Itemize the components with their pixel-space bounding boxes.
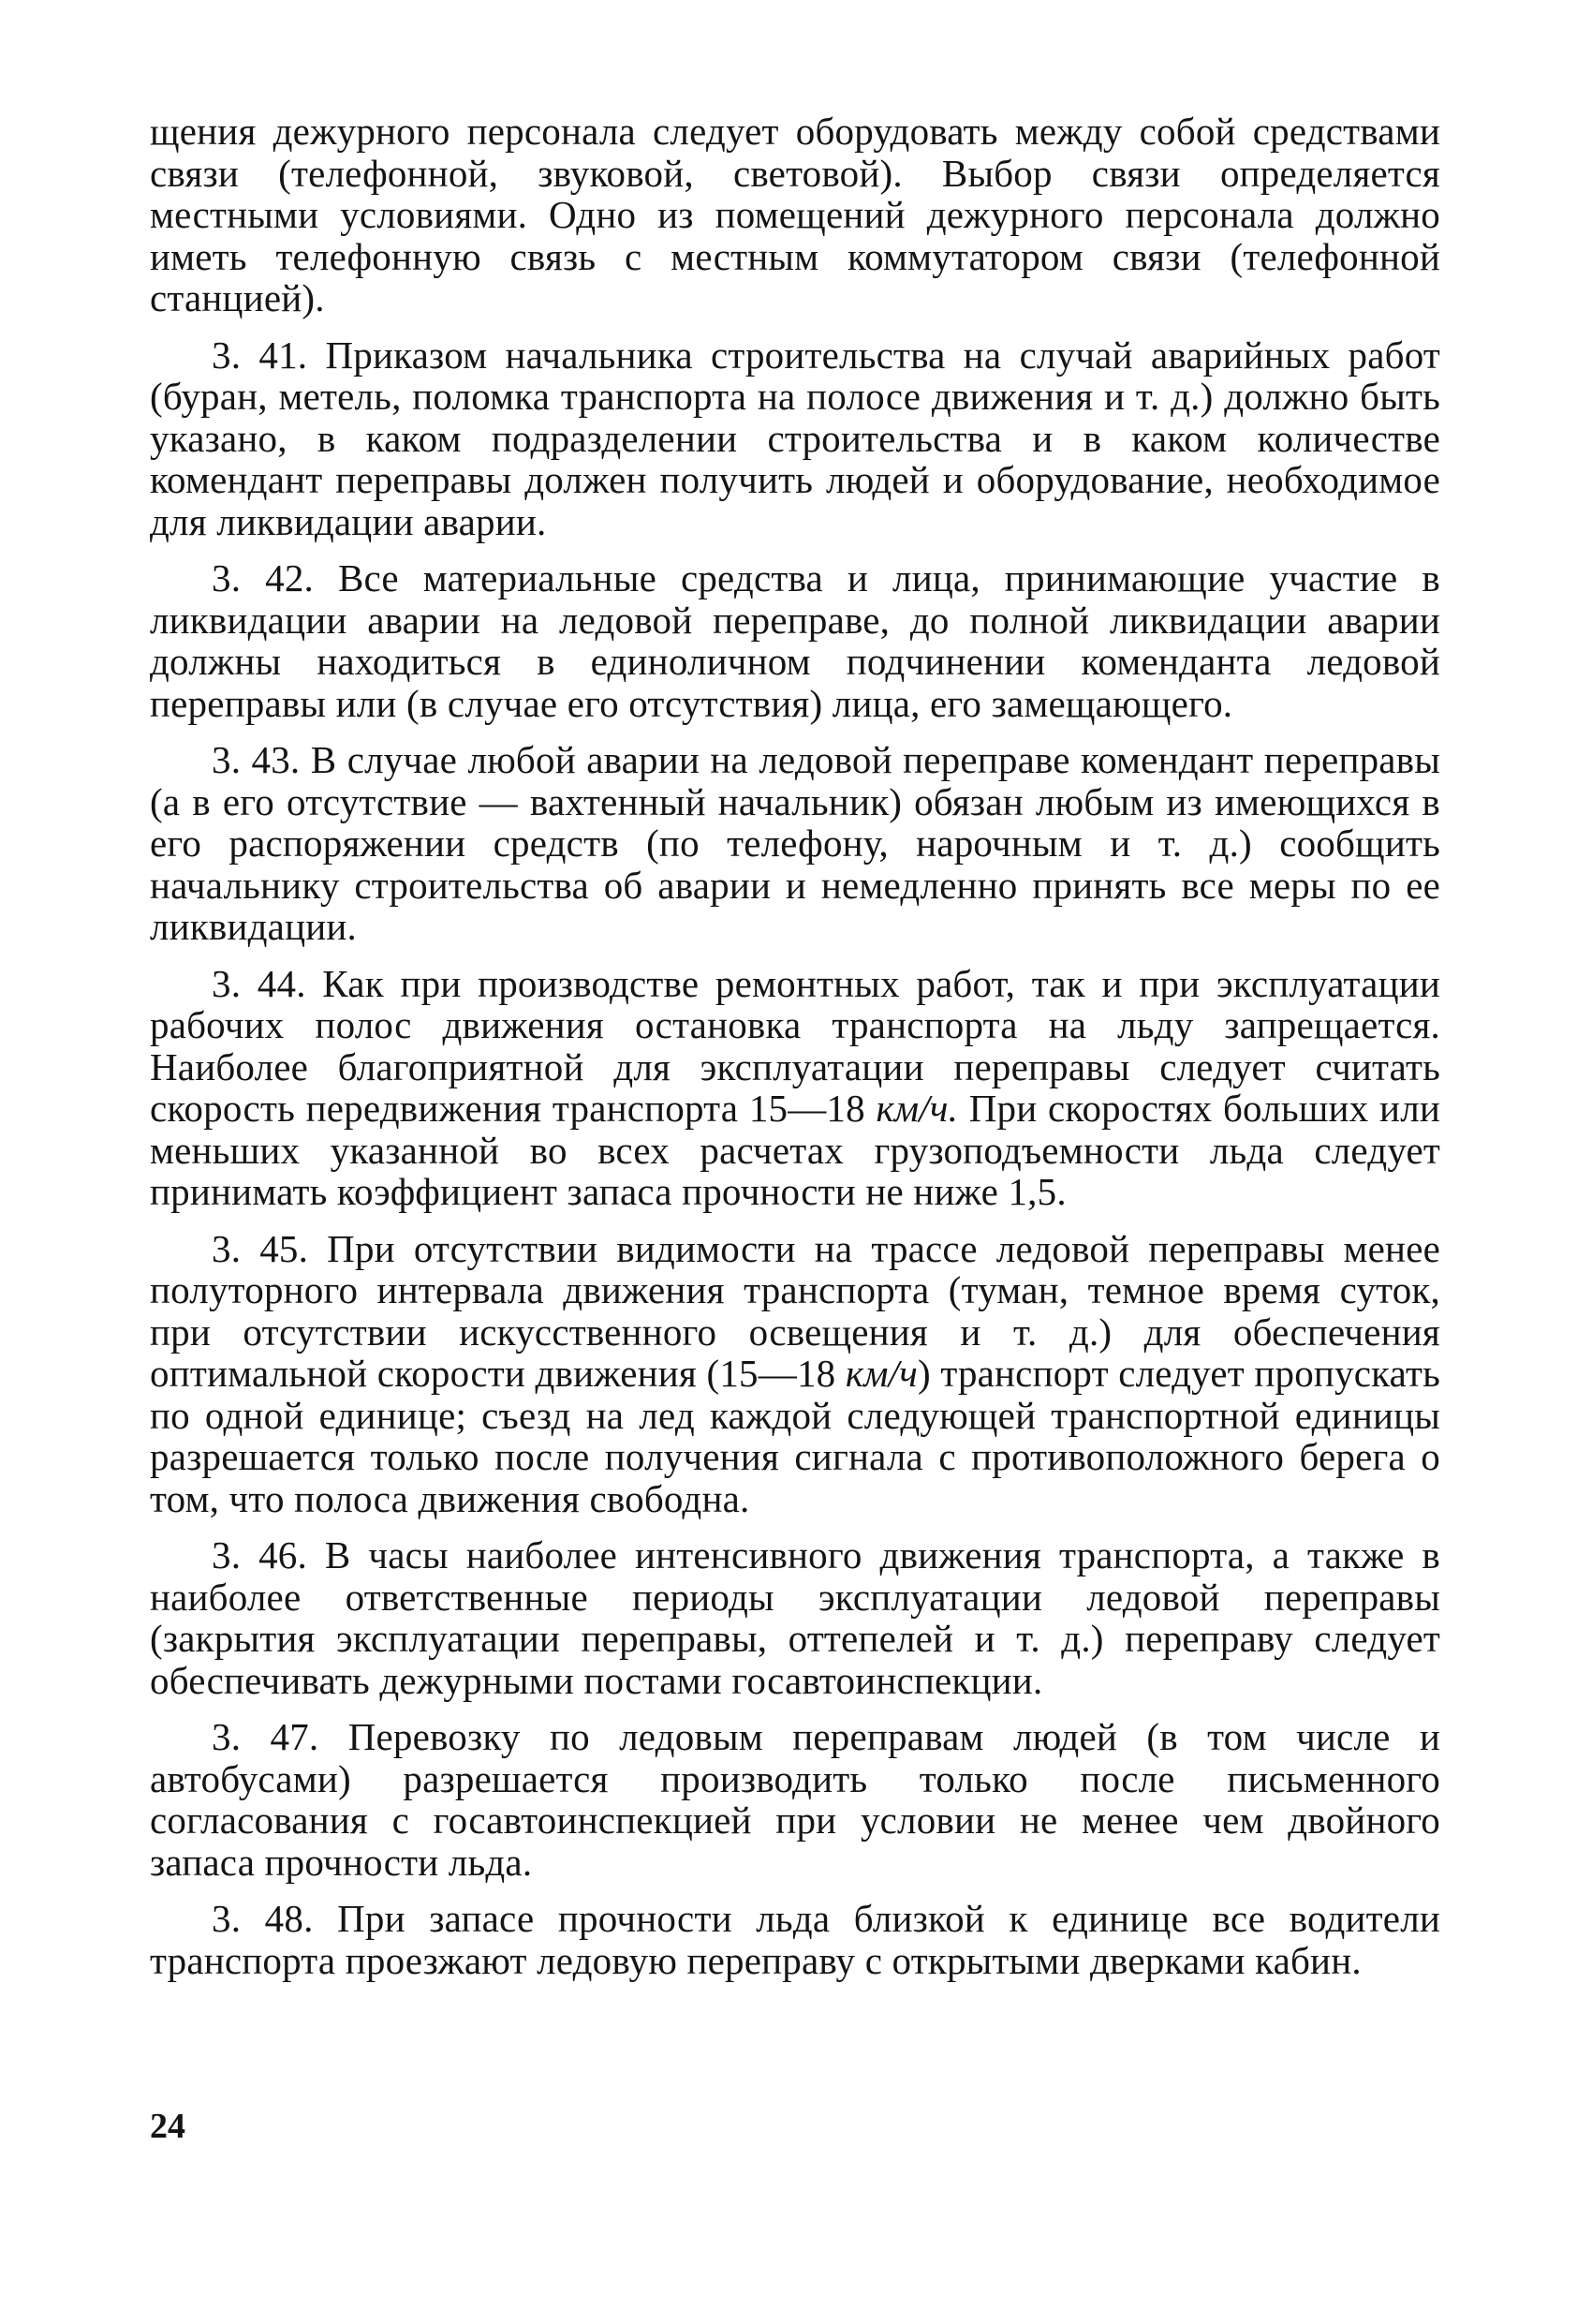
paragraph-3-48: 3. 48. При запасе прочности льда близкой к единице все водители транспорта проезжают ледовую переправу с открытыми дверками кабин.	[150, 1897, 1440, 1982]
paragraph-3-45-text-after: ) транспорт следует пропускать по одной единице; съезд на лед каждой следующей транспортной единицы разрешается только после получения сигнала с противоположного берега о том, что полоса движения свободна.	[150, 1352, 1441, 1520]
page-body	[150, 111, 1440, 1996]
paragraph-continuation: щения дежурного персонала следует оборудовать между собой средствами связи (телефонной, звуковой, световой). Выбор связи определяется местными условиями. Одно из помещений дежурного персонала должно иметь телефонную связь с местным коммутатором связи (телефонной станцией).	[150, 110, 1440, 319]
paragraph-3-45-text-before: 3. 45. При отсутствии видимости на трассе ледовой переправы менее полуторного интервала движения транспорта (туман, темное время суток, при отсутствии искусственного освещения и т. д.) для обеспечения оптимальной скорости движения (15—18	[150, 1226, 1440, 1395]
paragraph-3-46: 3. 46. В часы наиболее интенсивного движения транспорта, а также в наиболее ответственные периоды эксплуатации ледовой переправы (закрытия эксплуатации переправы, оттепелей и т. д.) переправу следует обеспечивать дежурными постами госавтоинспекции.	[150, 1533, 1440, 1702]
page-number: 24	[150, 2107, 185, 2146]
paragraph-3-44-text-before: 3. 44. Как при производстве ремонтных работ, так и при эксплуатации рабочих полос движения остановка транспорта на льду запрещается. Наиболее благоприятной для эксплуатации переправы следует считать скорость передвижения транспорта 15—18	[150, 961, 1440, 1130]
paragraph-3-44	[150, 963, 1440, 1213]
paragraph-3-47: 3. 47. Перевозку по ледовым переправам людей (в том числе и автобусами) разрешается производить только после письменного согласования с госавтоинспекцией при условии не менее чем двойного запаса прочности льда.	[150, 1715, 1440, 1884]
paragraph-3-44-text-after: При скоростях больших или меньших указанной во всех расчетах грузоподъемности льда следует принимать коэффициент запаса прочности не ниже 1,5.	[150, 1087, 1440, 1213]
paragraph-3-43: 3. 43. В случае любой аварии на ледовой переправе комендант переправы (а в его отсутствие — вахтенный начальник) обязан любым из имеющихся в его распоряжении средств (по телефону, нарочным и т. д.) сообщить начальнику строительства об аварии и немедленно принять все меры по ее ликвидации.	[150, 738, 1440, 948]
paragraph-3-42: 3. 42. Все материальные средства и лица, принимающие участие в ликвидации аварии на ледовой переправе, до полной ликвидации аварии должны находиться в единоличном подчинении коменданта ледовой переправы или (в случае его отсутствия) лица, его замещающего.	[150, 556, 1440, 725]
paragraph-3-45	[150, 1228, 1440, 1520]
speed-unit: км/ч	[845, 1352, 918, 1395]
paragraph-3-41: 3. 41. Приказом начальника строительства на случай аварийных работ (буран, метель, поломка транспорта на полосе движения и т. д.) должно быть указано, в каком подразделении строительства и в каком количестве комендант переправы должен получить людей и оборудование, необходимое для ликвидации аварии.	[150, 333, 1440, 543]
speed-unit: км/ч.	[876, 1087, 959, 1130]
